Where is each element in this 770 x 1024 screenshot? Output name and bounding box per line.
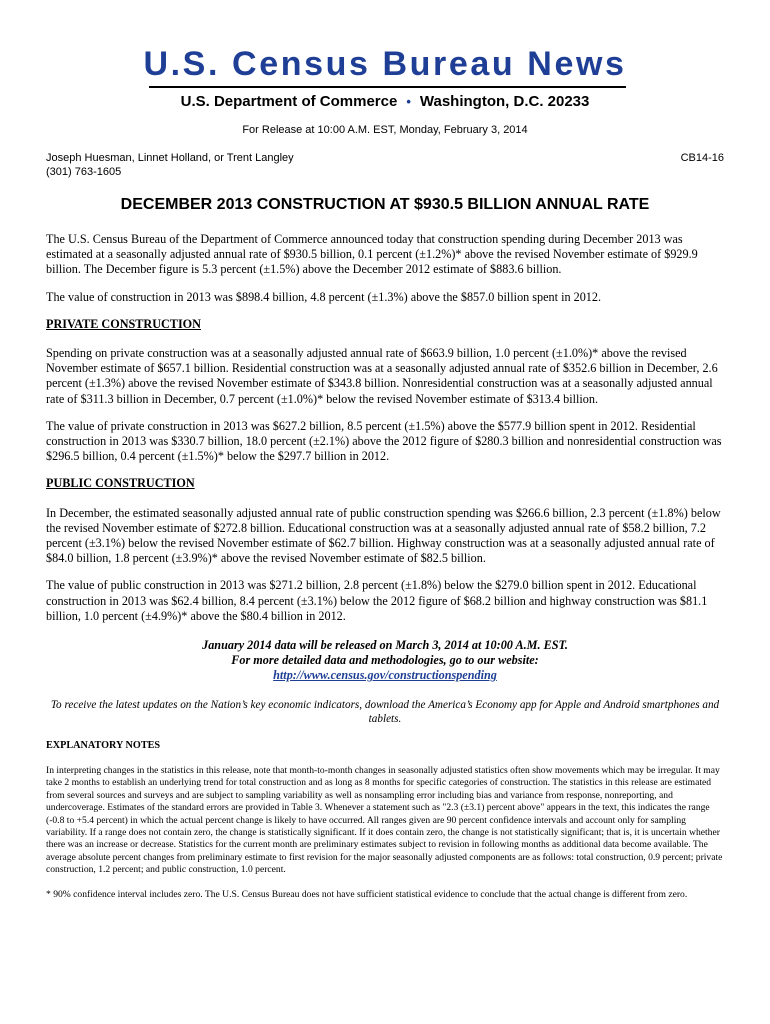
masthead-title: U.S. Census Bureau News xyxy=(143,45,627,83)
bullet-icon: • xyxy=(406,94,411,109)
release-body xyxy=(46,232,724,913)
private-construction-heading: PRIVATE CONSTRUCTION xyxy=(46,316,201,331)
contact-names: Joseph Huesman, Linnet Holland, or Trent Langley xyxy=(46,152,294,164)
construction-spending-link[interactable]: http://www.census.gov/constructionspending xyxy=(273,668,497,683)
headline: DECEMBER 2013 CONSTRUCTION AT $930.5 BILLION ANNUAL RATE xyxy=(120,196,650,213)
explanatory-notes-title: EXPLANATORY NOTES xyxy=(46,739,161,751)
private-paragraph-1: Spending on private construction was at a seasonally adjusted annual rate of $663.9 billion, 1.0 percent (±1.0%)* above the revised November estimate of $657.1 billion. Residential construction was at a seasonally adjusted annual rate of $352.6 billion in December, 2.6 percent (±1.3%) above the revised November estimate of $343.8 billion. Nonresidential construction was at a seasonally adjusted annual rate of $311.3 billion in December, 0.7 percent (±1.0%)* below the revised November estimate of $313.4 billion. xyxy=(46,346,718,406)
department-line xyxy=(0,92,770,112)
release-id: CB14-16 xyxy=(680,152,724,164)
next-release-date: January 2014 data will be released on March 3, 2014 at 10:00 A.M. EST. xyxy=(202,638,568,653)
app-note: To receive the latest updates on the Nation’s key economic indicators, download the America’s Economy app for Apple and Android smartphones and tablets. xyxy=(50,698,720,725)
intro-paragraph-2: The value of construction in 2013 was $898.4 billion, 4.8 percent (±1.3%) above the $857.0 billion spent in 2012. xyxy=(46,289,602,304)
department-name: U.S. Department of Commerce xyxy=(180,93,398,110)
department-location: Washington, D.C. 20233 xyxy=(419,93,590,110)
public-paragraph-1: In December, the estimated seasonally adjusted annual rate of public construction spending was $266.6 billion, 2.3 percent (±1.8%) below the revised November estimate of $272.8 billion. Educational construction was at a seasonally adjusted annual rate of $58.2 billion, 7.2 percent (±3.1%) below the revised November estimate of $62.7 billion. Highway construction was at a seasonally adjusted annual rate of $84.0 billion, 1.8 percent (±3.9%)* above the revised November estimate of $82.5 billion. xyxy=(46,505,721,566)
release-line: For Release at 10:00 A.M. EST, Monday, February 3, 2014 xyxy=(242,124,528,136)
more-data-line: For more detailed data and methodologies, go to our website: xyxy=(231,653,539,668)
private-paragraph-2: The value of private construction in 2013 was $627.2 billion, 8.5 percent (±1.5%) above the $577.9 billion spent in 2012. Residential construction in 2013 was $330.7 billion, 18.0 percent (±2.1%) above the 2012 figure of $280.3 billion and nonresidential construction was $296.5 billion, 0.4 percent (±1.5%)* below the $297.7 billion in 2012. xyxy=(46,418,722,464)
contact-block xyxy=(46,152,294,179)
masthead-rule xyxy=(149,86,626,88)
explanatory-notes-text: In interpreting changes in the statistics in this release, note that month-to-month changes in seasonally adjusted statistics often show movements which may be irregular. It may take 2 months to establish an underlying trend for total construction and as long as 8 months for specific categories of construction. The statistics in this release are estimated from several sources and surveys and are subject to sampling variability as well as nonsampling error including bias and variance from response, nonreporting, and undercoverage. Estimates of the standard errors are provided in Table 3. Whenever a statement such as "2.3 (±3.1) percent above" appears in the text, this indicates the range (-0.8 to +5.4 percent) in which the actual percent change is likely to have occurred. All ranges given are 90 percent confidence intervals and account only for sampling variability. If a range does not contain zero, the change is statistically significant. If it does contain zero, the change is not statistically significant; that is, it is uncertain whether there was an increase or decrease. Statistics for the current month are preliminary estimates subject to revision in following months as additional data become available. The average absolute percent changes from preliminary estimate to first revision for the major seasonally adjusted components are as follows: total construction, 0.9 percent; private construction, 1.2 percent; and public construction, 1.0 percent. xyxy=(46,764,723,876)
intro-paragraph-1: The U.S. Census Bureau of the Department of Commerce announced today that construction spending during December 2013 was estimated at a seasonally adjusted annual rate of $930.5 billion, 0.1 percent (±1.2%)* above the revised November estimate of $929.9 billion. The December figure is 5.3 percent (±1.5%) above the December 2012 estimate of $883.6 billion. xyxy=(46,232,698,277)
public-paragraph-2: The value of public construction in 2013 was $271.2 billion, 2.8 percent (±1.8%) below the $279.0 billion spent in 2012. Educational construction in 2013 was $62.4 billion, 8.4 percent (±3.1%) below the 2012 figure of $68.2 billion and highway construction was $81.1 billion, 1.0 percent (±4.9%)* above the $80.4 billion in 2012. xyxy=(46,578,708,623)
confidence-footnote: * 90% confidence interval includes zero. The U.S. Census Bureau does not have sufficient statistical evidence to conclude that the actual change is different from zero. xyxy=(46,888,688,900)
public-construction-heading: PUBLIC CONSTRUCTION xyxy=(46,476,195,491)
next-release-block xyxy=(46,638,724,684)
contact-phone: (301) 763-1605 xyxy=(46,165,122,178)
